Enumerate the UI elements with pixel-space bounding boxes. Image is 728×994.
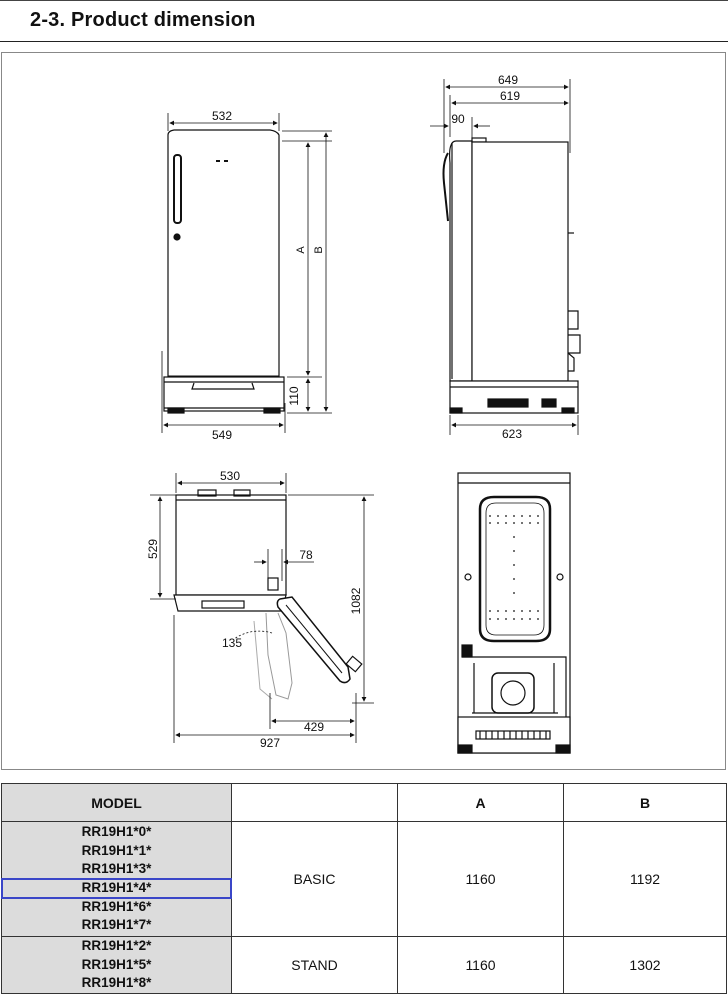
- model-spec-table: [1, 783, 727, 994]
- model-item: RR19H1*7*: [81, 917, 152, 933]
- type-cell: BASIC: [232, 822, 398, 937]
- model-item: RR19H1*8*: [81, 975, 152, 991]
- dim-a-label: A: [295, 246, 307, 254]
- dim-front-base: 549: [211, 428, 233, 442]
- top-view: [174, 490, 362, 699]
- dim-side-total: 649: [497, 73, 519, 87]
- dim-base-height: 110: [287, 386, 301, 406]
- front-view: [164, 130, 284, 413]
- dimension-drawings: [2, 53, 727, 771]
- dim-top-total-width: 927: [259, 736, 281, 750]
- dimension-figure: [1, 52, 726, 770]
- table-header-row: [2, 784, 727, 822]
- b-cell: 1192: [564, 822, 727, 937]
- a-cell: 1160: [398, 937, 564, 994]
- header-b: B: [564, 784, 727, 822]
- section-header: [0, 0, 728, 42]
- table-row: [2, 937, 727, 994]
- b-cell: 1302: [564, 937, 727, 994]
- type-cell: STAND: [232, 937, 398, 994]
- dim-top-width: 530: [219, 469, 241, 483]
- model-item-highlighted: RR19H1*4*: [2, 879, 231, 898]
- page-title: 2-3. Product dimension: [30, 9, 256, 31]
- dim-front-width: 532: [211, 109, 233, 123]
- dim-side-door: 90: [451, 112, 465, 126]
- model-item: RR19H1*3*: [81, 861, 152, 877]
- dim-top-door-swing: 429: [303, 720, 325, 734]
- dim-side-base: 623: [501, 427, 523, 441]
- model-list-basic: [2, 822, 232, 937]
- header-model: MODEL: [2, 784, 232, 822]
- dim-b-label: B: [313, 246, 325, 254]
- model-list-stand: [2, 937, 232, 994]
- model-item: RR19H1*5*: [81, 956, 152, 972]
- model-item: RR19H1*6*: [81, 898, 152, 914]
- a-cell: 1160: [398, 822, 564, 937]
- header-a: A: [398, 784, 564, 822]
- rear-view: [458, 473, 570, 753]
- model-item: RR19H1*1*: [81, 842, 152, 858]
- side-view: [444, 138, 581, 413]
- dim-top-hinge: 78: [299, 548, 313, 562]
- dim-door-angle: 135: [221, 636, 243, 650]
- model-item: RR19H1*2*: [81, 938, 152, 953]
- model-item: RR19H1*0*: [81, 823, 152, 839]
- table-row: [2, 822, 727, 937]
- dim-top-open-depth: 1082: [349, 587, 363, 615]
- dim-top-depth: 529: [146, 538, 160, 560]
- header-type: [232, 784, 398, 822]
- dim-side-body: 619: [499, 89, 521, 103]
